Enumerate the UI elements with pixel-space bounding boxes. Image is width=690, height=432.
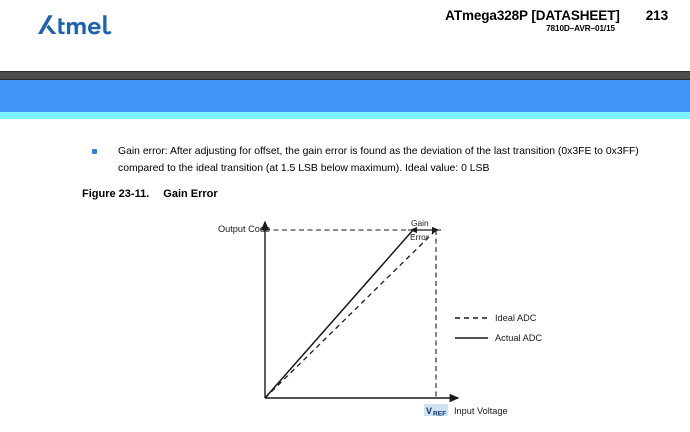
gain-error-label-top: Gain — [411, 218, 429, 228]
legend-item-ideal-adc — [455, 313, 537, 323]
bullet-marker-icon — [92, 149, 97, 154]
banner-bar-dark — [0, 71, 690, 80]
chart-legend — [455, 313, 542, 343]
vref-main: V — [426, 406, 433, 416]
gain-error-annotation — [408, 218, 441, 242]
bullet-text: Gain error: After adjusting for offset, the gain error is found as the deviation of the last transition (0x3FE to 0x3FF) compared to the ideal transition (at 1.5 LSB below maximum). Ideal value: 0 LSB — [118, 146, 639, 174]
gain-error-label-bottom: Error — [410, 232, 429, 242]
banner-bar-cyan — [0, 112, 690, 119]
banner-bar-blue — [0, 80, 690, 112]
doc-code: 7810D–AVR–01/15 — [546, 24, 615, 34]
series-actual-adc — [265, 230, 413, 398]
vref-tick-label — [424, 404, 448, 418]
y-axis-label: Output Code — [218, 224, 271, 234]
vref-subscript: REF — [433, 410, 447, 418]
atmel-logo — [36, 12, 146, 40]
gain-error-figure — [190, 208, 570, 423]
series-ideal-adc — [265, 230, 436, 398]
x-axis-label: Input Voltage — [454, 406, 508, 416]
legend-label-actual-adc: Actual ADC — [495, 333, 542, 343]
header-doc-info — [445, 9, 668, 34]
legend-label-ideal-adc: Ideal ADC — [495, 313, 537, 323]
figure-caption — [82, 188, 218, 200]
page-number: 213 — [645, 8, 668, 23]
legend-item-actual-adc — [455, 333, 542, 343]
figure-number: Figure 23-11. — [82, 188, 150, 200]
doc-title: ATmega328P [DATASHEET] — [445, 8, 620, 23]
doc-title-line — [445, 9, 668, 23]
bullet-paragraph — [92, 143, 652, 177]
page-header — [0, 0, 690, 71]
figure-title: Gain Error — [163, 188, 218, 200]
